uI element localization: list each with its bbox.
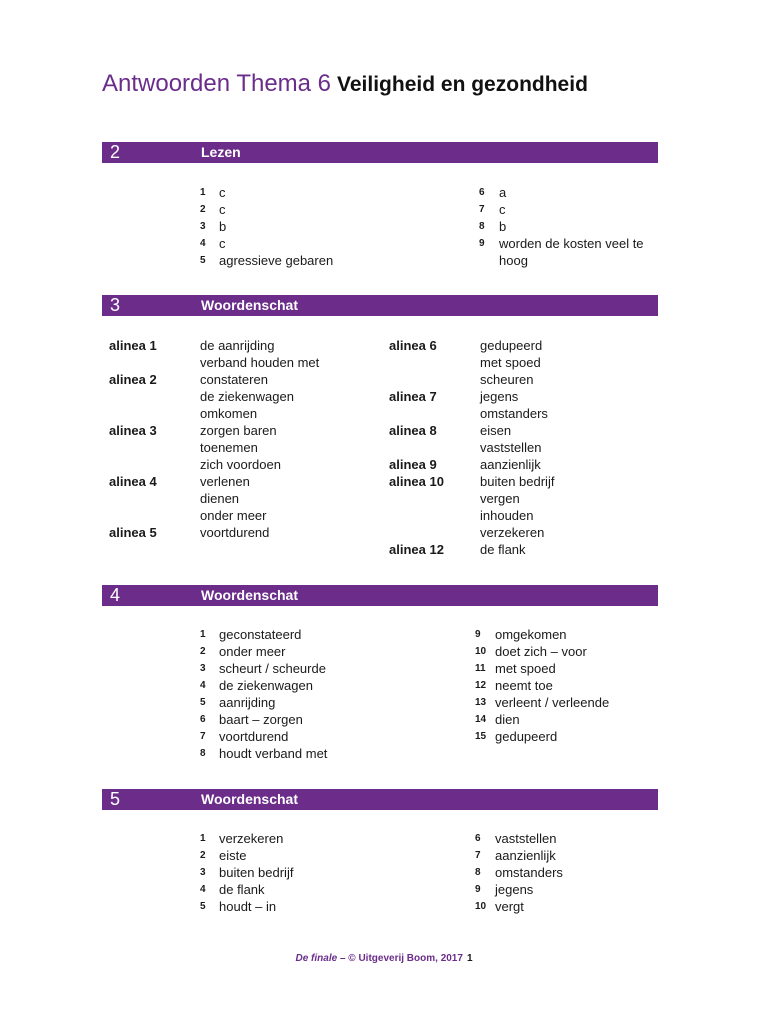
- section-header-5: [102, 789, 658, 810]
- section-label: Woordenschat: [201, 297, 298, 313]
- answer-number: 10: [475, 901, 487, 912]
- vocab-word: met spoed: [480, 355, 541, 370]
- vocab-word: vergen: [480, 491, 520, 506]
- paragraph-label: alinea 9: [389, 457, 437, 472]
- answer-number: 7: [475, 850, 481, 861]
- answer-number: 3: [200, 867, 206, 878]
- answer-text: voortdurend: [219, 729, 289, 744]
- answer-number: 4: [200, 680, 206, 691]
- answer-text: neemt toe: [495, 678, 553, 693]
- answer-text: houdt verband met: [219, 746, 328, 761]
- answer-number: 7: [200, 731, 206, 742]
- answer-text: c: [219, 202, 226, 217]
- answer-text: gedupeerd: [495, 729, 558, 744]
- answer-text: c: [499, 202, 506, 217]
- answer-number: 2: [200, 850, 206, 861]
- paragraph-label: alinea 1: [109, 338, 157, 353]
- paragraph-label: alinea 6: [389, 338, 437, 353]
- answer-text: vergt: [495, 899, 524, 914]
- vocab-word: vaststellen: [480, 440, 542, 455]
- section-label: Woordenschat: [201, 791, 298, 807]
- answer-number: 1: [200, 629, 206, 640]
- paragraph-label: alinea 5: [109, 525, 157, 540]
- answer-text: baart – zorgen: [219, 712, 303, 727]
- vocab-word: omkomen: [200, 406, 258, 421]
- section-number: 2: [110, 142, 121, 162]
- answer-text: verzekeren: [219, 831, 284, 846]
- answer-number: 7: [479, 204, 485, 215]
- answer-number: 5: [200, 697, 206, 708]
- vocab-word: gedupeerd: [480, 338, 543, 353]
- vocab-word: constateren: [200, 372, 268, 387]
- answer-text: houdt – in: [219, 899, 277, 914]
- vocab-word: scheuren: [480, 372, 534, 387]
- answer-text: aanrijding: [219, 695, 276, 710]
- paragraph-label: alinea 8: [389, 423, 437, 438]
- vocab-word: omstanders: [480, 406, 548, 421]
- answer-number: 6: [475, 833, 481, 844]
- paragraph-label: alinea 10: [389, 474, 444, 489]
- vocab-word: inhouden: [480, 508, 534, 523]
- answer-number: 12: [475, 680, 487, 691]
- page-number: 1: [466, 953, 473, 964]
- answer-number: 10: [475, 646, 487, 657]
- answer-number: 1: [200, 833, 206, 844]
- answer-text: eiste: [219, 848, 247, 863]
- answer-number: 14: [475, 714, 487, 725]
- answer-number: 4: [200, 884, 206, 895]
- answer-number: 2: [200, 204, 206, 215]
- answer-number: 5: [200, 901, 206, 912]
- answer-number: 13: [475, 697, 487, 708]
- vocab-word: de aanrijding: [200, 338, 275, 353]
- footer-book-title: De finale: [295, 953, 338, 964]
- vocab-word: verzekeren: [480, 525, 545, 540]
- vocab-word: zorgen baren: [200, 423, 277, 438]
- answer-text: omstanders: [495, 865, 563, 880]
- answer-text: scheurt / scheurde: [219, 661, 326, 676]
- answer-text: dien: [495, 712, 520, 727]
- paragraph-label: alinea 4: [109, 474, 157, 489]
- answer-text: omgekomen: [495, 627, 567, 642]
- answer-number: 9: [479, 238, 485, 249]
- answer-text: verleent / verleende: [495, 695, 610, 710]
- title-subject: Veiligheid en gezondheid: [337, 73, 588, 96]
- answer-text: agressieve gebaren: [219, 253, 334, 268]
- answer-number: 9: [475, 629, 481, 640]
- section-number: 3: [110, 295, 121, 315]
- answer-number: 3: [200, 221, 206, 232]
- vocab-word: buiten bedrijf: [480, 474, 555, 489]
- answer-text: aanzienlijk: [495, 848, 556, 863]
- answer-number: 11: [475, 663, 486, 674]
- vocab-word: verband houden met: [200, 355, 320, 370]
- paragraph-label: alinea 3: [109, 423, 157, 438]
- answer-text: worden de kosten veel te: [499, 236, 644, 251]
- vocab-word: aanzienlijk: [480, 457, 541, 472]
- answer-number: 15: [475, 731, 487, 742]
- answer-text: doet zich – voor: [495, 644, 587, 659]
- page-footer: [0, 953, 768, 964]
- section-header-4: [102, 585, 658, 606]
- section-label: Lezen: [201, 144, 241, 160]
- answer-text: vaststellen: [495, 831, 557, 846]
- answer-text: de flank: [219, 882, 265, 897]
- answer-text: jegens: [495, 882, 534, 897]
- answer-number: 8: [475, 867, 481, 878]
- answer-number: 6: [200, 714, 206, 725]
- section-header-3: [102, 295, 658, 316]
- answer-number: 8: [479, 221, 485, 232]
- title-theme: Antwoorden Thema 6: [102, 70, 332, 97]
- answer-number: 1: [200, 187, 206, 198]
- vocab-word: voortdurend: [200, 525, 270, 540]
- vocab-word: de ziekenwagen: [200, 389, 294, 404]
- answer-text: onder meer: [219, 644, 286, 659]
- answer-number: 4: [200, 238, 206, 249]
- vocab-word: jegens: [480, 389, 519, 404]
- answer-number: 2: [200, 646, 206, 657]
- answer-text: a: [499, 185, 507, 200]
- vocab-word: dienen: [200, 491, 240, 506]
- section-header-2: [102, 142, 658, 163]
- answer-text: c: [219, 236, 226, 251]
- answer-text: b: [499, 219, 507, 234]
- answer-text: b: [219, 219, 227, 234]
- answer-text: de ziekenwagen: [219, 678, 313, 693]
- vocab-word: toenemen: [200, 440, 258, 455]
- vocab-word: verlenen: [200, 474, 250, 489]
- vocab-word: de flank: [480, 542, 526, 557]
- footer-copyright: – © Uitgeverij Boom, 2017: [337, 953, 463, 964]
- page-title: [102, 70, 588, 98]
- section-label: Woordenschat: [201, 587, 298, 603]
- paragraph-label: alinea 7: [389, 389, 437, 404]
- vocab-word: zich voordoen: [200, 457, 281, 472]
- answer-number: 6: [479, 187, 485, 198]
- section-number: 5: [110, 789, 121, 809]
- answer-text: buiten bedrijf: [219, 865, 294, 880]
- vocab-word: onder meer: [200, 508, 267, 523]
- answer-text: c: [219, 185, 226, 200]
- answer-text: hoog: [499, 253, 528, 268]
- paragraph-label: alinea 12: [389, 542, 444, 557]
- vocab-word: eisen: [480, 423, 512, 438]
- answer-text: geconstateerd: [219, 627, 302, 642]
- answer-text: met spoed: [495, 661, 556, 676]
- paragraph-label: alinea 2: [109, 372, 157, 387]
- answer-number: 5: [200, 255, 206, 266]
- answer-number: 9: [475, 884, 481, 895]
- answer-number: 3: [200, 663, 206, 674]
- answer-number: 8: [200, 748, 206, 759]
- section-number: 4: [110, 585, 121, 605]
